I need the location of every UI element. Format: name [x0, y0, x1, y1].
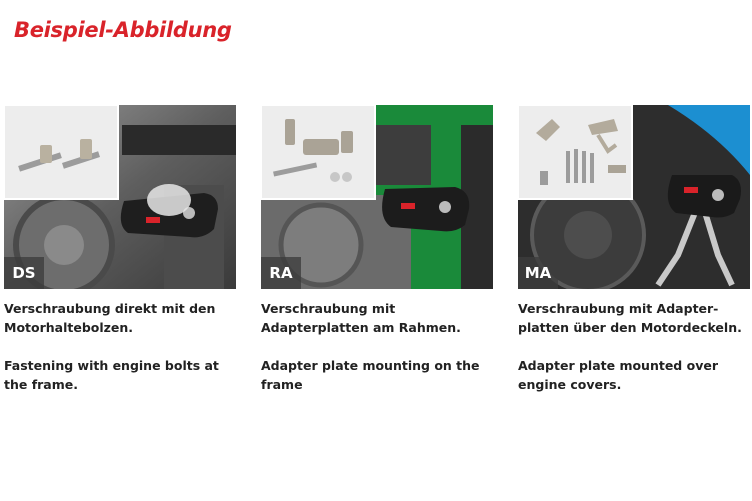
ra-product-photo [261, 105, 493, 289]
ma-de-line-2: platten über den Motordeckeln. [518, 320, 742, 335]
ma-code-label: MA [518, 257, 558, 289]
ra-de-line-2: Adapterplatten am Rahmen. [261, 320, 461, 335]
ds-en-line-2: the frame. [4, 377, 78, 392]
ma-en-line-2: engine covers. [518, 377, 622, 392]
ma-description [518, 299, 752, 394]
ra-description [261, 299, 501, 394]
ma-de-line-1: Verschraubung mit Adapter- [518, 301, 719, 316]
ra-de-line-1: Verschraubung mit [261, 301, 396, 316]
ra-en-line-1: Adapter plate mounting on the [261, 358, 480, 373]
ds-code-label: DS [4, 257, 44, 289]
ra-en-line-2: frame [261, 377, 303, 392]
ds-de-line-2: Motorhaltebolzen. [4, 320, 134, 335]
ds-de-line-1: Verschraubung direkt mit den [4, 301, 216, 316]
watermark-text: Beispiel-Abbildung [14, 18, 232, 42]
ds-description [4, 299, 244, 394]
ra-code-label: RA [261, 257, 301, 289]
ma-product-photo [518, 105, 750, 289]
ma-en-line-1: Adapter plate mounted over [518, 358, 718, 373]
ds-product-photo [4, 105, 236, 289]
ds-en-line-1: Fastening with engine bolts at [4, 358, 219, 373]
